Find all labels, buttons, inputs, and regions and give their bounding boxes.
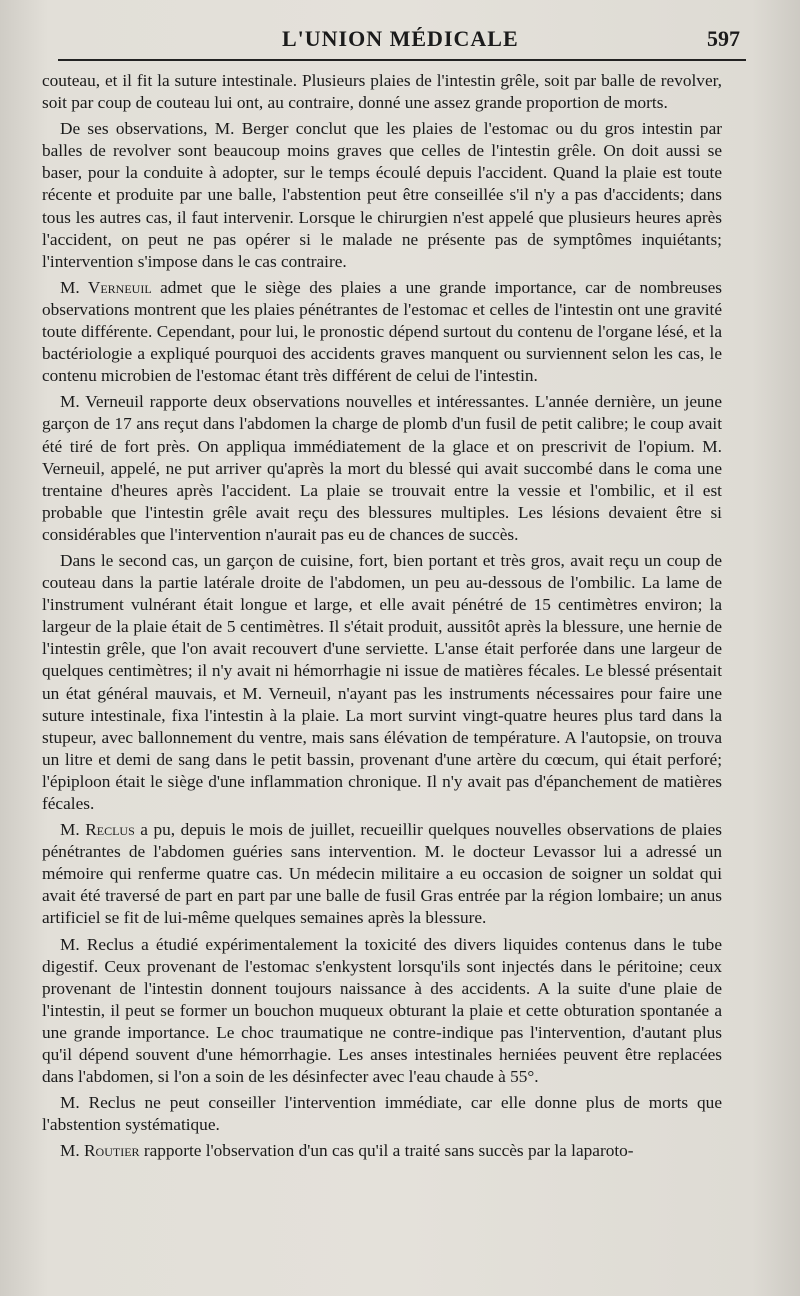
header-rule bbox=[58, 59, 746, 61]
paragraph-5 bbox=[42, 550, 722, 815]
paragraph-text: M. Reclus ne peut conseiller l'intervention immédiate, car elle donne plus de morts que l'abstention systématique. bbox=[42, 1093, 722, 1135]
page-number: 597 bbox=[707, 26, 740, 51]
paragraph-text: rapporte l'observation d'un cas qu'il a traité sans succès par la laparoto- bbox=[139, 1141, 634, 1161]
paragraph-text: a pu, depuis le mois de juillet, recueillir quelques nouvelles observations de plaies pénétrantes de l'abdomen guéries sans intervention. M. le docteur Levassor lui a adressé un mémoire qui renferme quatre cas. Un médecin militaire a eu occasion de soigner un soldat qui avait été traversé de part en part par une balle de fusil Gras entrée par la région lombaire; un anus artificiel se fit de lui-même quelques semaines après la blessure. bbox=[42, 820, 722, 928]
paragraph-text: admet que le siège des plaies a une grande importance, car de nombreuses observations montrent que les plaies pénétrantes de l'estomac et celles de l'intestin ont une gravité toute différente. Cependant, pour lui, le pronostic dépend surtout du contenu de l'organe lésé, et la bactériologie a expliqué pourquoi des accidents graves manquent ou surviennent selon les cas, le contenu microbien de l'estomac étant très différent de celui de l'intestin. bbox=[42, 277, 722, 386]
page-header bbox=[42, 18, 740, 52]
body-text bbox=[42, 70, 722, 1163]
paragraph-9 bbox=[42, 1140, 722, 1162]
paragraph-3 bbox=[42, 277, 722, 387]
paragraph-2 bbox=[42, 118, 722, 273]
paragraph-text: M. Reclus a étudié expérimentalement la toxicité des divers liquides contenus dans le tube digestif. Ceux provenant de l'estomac s'enkystent lorsqu'ils sont injectés dans le péritoine; ceux provenant de l'intestin donnent toujours naissance à des accidents. A la suite d'une plaie de l'intestin, il peut se former un bouchon muqueux obturant la plaie et cette obturation spontanée a une grande importance. Le choc traumatique ne contre-indique pas l'intervention, d'autant plus qu'il dépend souvent d'une hémorrhagie. Les anses intestinales herniées peuvent être replacées dans l'abdomen, si l'on a soin de les désinfecter avec l'eau chaude à 55°. bbox=[42, 934, 722, 1087]
speaker-name: M. Routier bbox=[60, 1141, 140, 1161]
paragraph-1 bbox=[42, 70, 722, 114]
paragraph-6 bbox=[42, 819, 722, 929]
paragraph-8 bbox=[42, 1092, 722, 1136]
paragraph-7 bbox=[42, 934, 722, 1089]
paragraph-text: De ses observations, M. Berger conclut que les plaies de l'estomac ou du gros intestin par balles de revolver sont beaucoup moins graves que celles de l'intestin grêle. On doit aussi se baser, pour la conduite à adopter, sur le temps écoulé depuis l'accident. Quand la plaie est toute récente et produite par une balle, l'abstention peut être conseillée s'il n'y a pas d'accidents; dans tous les autres cas, il faut intervenir. Lorsque le chirurgien n'est appelé que plusieurs heures après l'accident, on peut ne pas opérer si le malade ne présente pas de symptômes inquiétants; l'intervention s'impose dans le cas contraire. bbox=[42, 119, 722, 271]
paragraph-text: M. Verneuil rapporte deux observations nouvelles et intéressantes. L'année dernière, un jeune garçon de 17 ans reçut dans l'abdomen la charge de plomb d'un fusil de petit calibre; le coup avait été tiré de fort près. On appliqua immédiatement de la glace et on prescrivit de l'opium. M. Verneuil, appelé, ne put arriver qu'après la mort du blessé qui avait succombé dans le coma une trentaine d'heures après l'accident. La plaie se trouvait entre la vessie et l'ombilic, et il est probable que l'intestin grêle avait reçu des blessures multiples. Les lésions devaient être si considérables que l'intervention n'aurait pas eu de chances de succès. bbox=[42, 392, 722, 544]
paragraph-4 bbox=[42, 391, 722, 546]
speaker-name: M. Verneuil bbox=[60, 277, 152, 297]
speaker-name: M. Reclus bbox=[60, 820, 135, 840]
paragraph-text: Dans le second cas, un garçon de cuisine, fort, bien portant et très gros, avait reçu un coup de couteau dans la partie latérale droite de l'abdomen, un peu au-dessous de l'ombilic. La lame de l'instrument vulnérant était longue et large, et elle avait pénétré de 15 centimètres environ; la largeur de la plaie était de 5 centimètres. Il s'était produit, aussitôt après la blessure, une hernie de l'intestin grêle, que l'on avait recouvert d'une serviette. L'anse était perforée dans une largeur de quelques centimètres; il n'y avait ni hémorrhagie ni issue de matières fécales. Le blessé présentait un état général mauvais, et M. Verneuil, n'ayant pas les instruments nécessaires pour faire une suture intestinale, fixa l'intestin à la plaie. La mort survint vingt-quatre heures plus tard dans la stupeur, avec ballonnement du ventre, mais sans élévation de température. A l'autopsie, on trouva un litre et demi de sang dans le petit bassin, provenant d'une artère du cœcum, qui était perforé; l'épiploon était le siège d'une inflammation chronique. Il n'y avait pas d'épanchement de matières fécales. bbox=[42, 550, 722, 813]
running-title: L'UNION MÉDICALE bbox=[282, 26, 519, 51]
paragraph-text: couteau, et il fit la suture intestinale. Plusieurs plaies de l'intestin grêle, soit par balle de revolver, soit par coup de couteau lui ont, au contraire, donné une assez grande proportion de morts. bbox=[42, 71, 722, 113]
